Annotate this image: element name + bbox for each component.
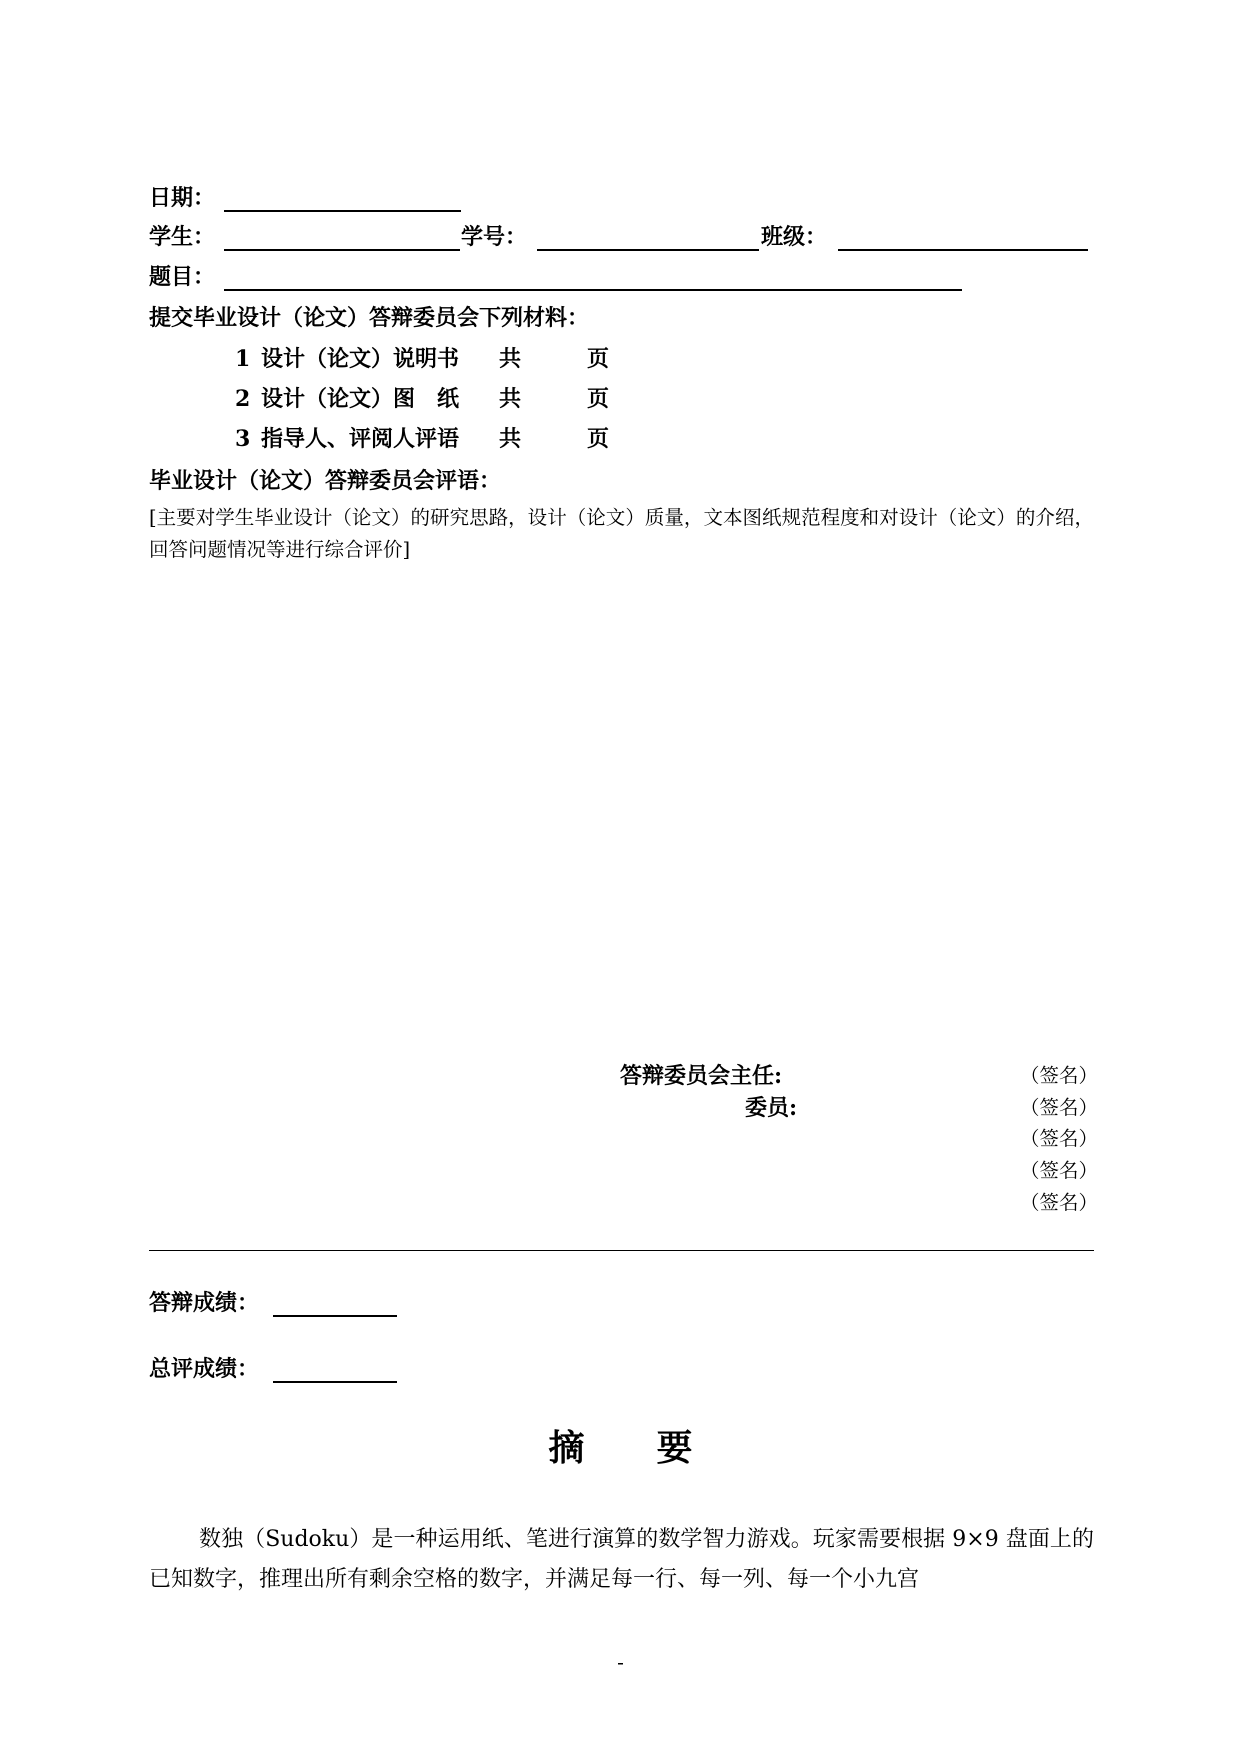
material-number: 1 bbox=[235, 346, 251, 372]
material-unit-label: 页 bbox=[587, 346, 610, 372]
material-name: 设计（论文）图 纸 bbox=[261, 386, 460, 412]
defense-score-label: 答辩成绩： bbox=[149, 1290, 260, 1316]
class-label: 班级： bbox=[761, 224, 828, 250]
committee-note: [主要对学生毕业设计（论文）的研究思路，设计（论文）质量，文本图纸规范程度和对设计（论文）的介绍，回答问题情况等进行综合评价] bbox=[149, 506, 1094, 561]
student-id-field[interactable] bbox=[537, 249, 759, 251]
material-total-label: 共 bbox=[499, 386, 522, 412]
date-field[interactable] bbox=[224, 210, 461, 212]
material-unit-label: 页 bbox=[587, 426, 610, 452]
student-field[interactable] bbox=[224, 249, 460, 251]
material-total-label: 共 bbox=[499, 426, 522, 452]
student-id-label: 学号： bbox=[461, 224, 528, 250]
abstract-title bbox=[0, 1428, 1241, 1468]
committee-member-label: 委员: bbox=[745, 1095, 798, 1121]
material-item-1 bbox=[235, 344, 635, 374]
signature-member-2[interactable]: （签名） bbox=[1020, 1127, 1099, 1150]
material-item-3 bbox=[235, 424, 635, 454]
abstract-paragraph: 数独（Sudoku）是一种运用纸、笔进行演算的数学智力游戏。玩家需要根据 9×9 盘面上的已知数字，推理出所有剩余空格的数字，并满足每一行、每一列、每一个小九宫 bbox=[149, 1527, 1094, 1592]
material-number: 2 bbox=[235, 386, 251, 412]
student-label: 学生： bbox=[149, 224, 216, 250]
class-field[interactable] bbox=[838, 249, 1088, 251]
signature-chair[interactable]: （签名） bbox=[1020, 1064, 1099, 1087]
page-number: - bbox=[617, 1650, 624, 1674]
material-unit-label: 页 bbox=[587, 386, 610, 412]
thesis-title-label: 题目： bbox=[149, 264, 216, 290]
material-item-2 bbox=[235, 384, 635, 414]
material-total-label: 共 bbox=[499, 346, 522, 372]
defense-score-field[interactable] bbox=[273, 1315, 397, 1317]
signature-member-4[interactable]: （签名） bbox=[1020, 1191, 1099, 1214]
total-score-label: 总评成绩： bbox=[149, 1356, 260, 1382]
signature-member-3[interactable]: （签名） bbox=[1020, 1159, 1099, 1182]
material-name: 指导人、评阅人评语 bbox=[261, 426, 460, 452]
abstract-title-text: 摘 要 bbox=[548, 1427, 693, 1469]
material-number: 3 bbox=[235, 426, 251, 452]
committee-heading: 毕业设计（论文）答辩委员会评语： bbox=[149, 468, 502, 494]
thesis-title-field[interactable] bbox=[224, 289, 962, 291]
divider bbox=[149, 1250, 1094, 1251]
material-name: 设计（论文）说明书 bbox=[261, 346, 460, 372]
date-label: 日期： bbox=[149, 185, 216, 211]
signature-member-1[interactable]: （签名） bbox=[1020, 1096, 1099, 1119]
total-score-field[interactable] bbox=[273, 1381, 397, 1383]
materials-heading: 提交毕业设计（论文）答辩委员会下列材料： bbox=[149, 305, 590, 331]
committee-chair-label: 答辩委员会主任: bbox=[620, 1063, 783, 1089]
